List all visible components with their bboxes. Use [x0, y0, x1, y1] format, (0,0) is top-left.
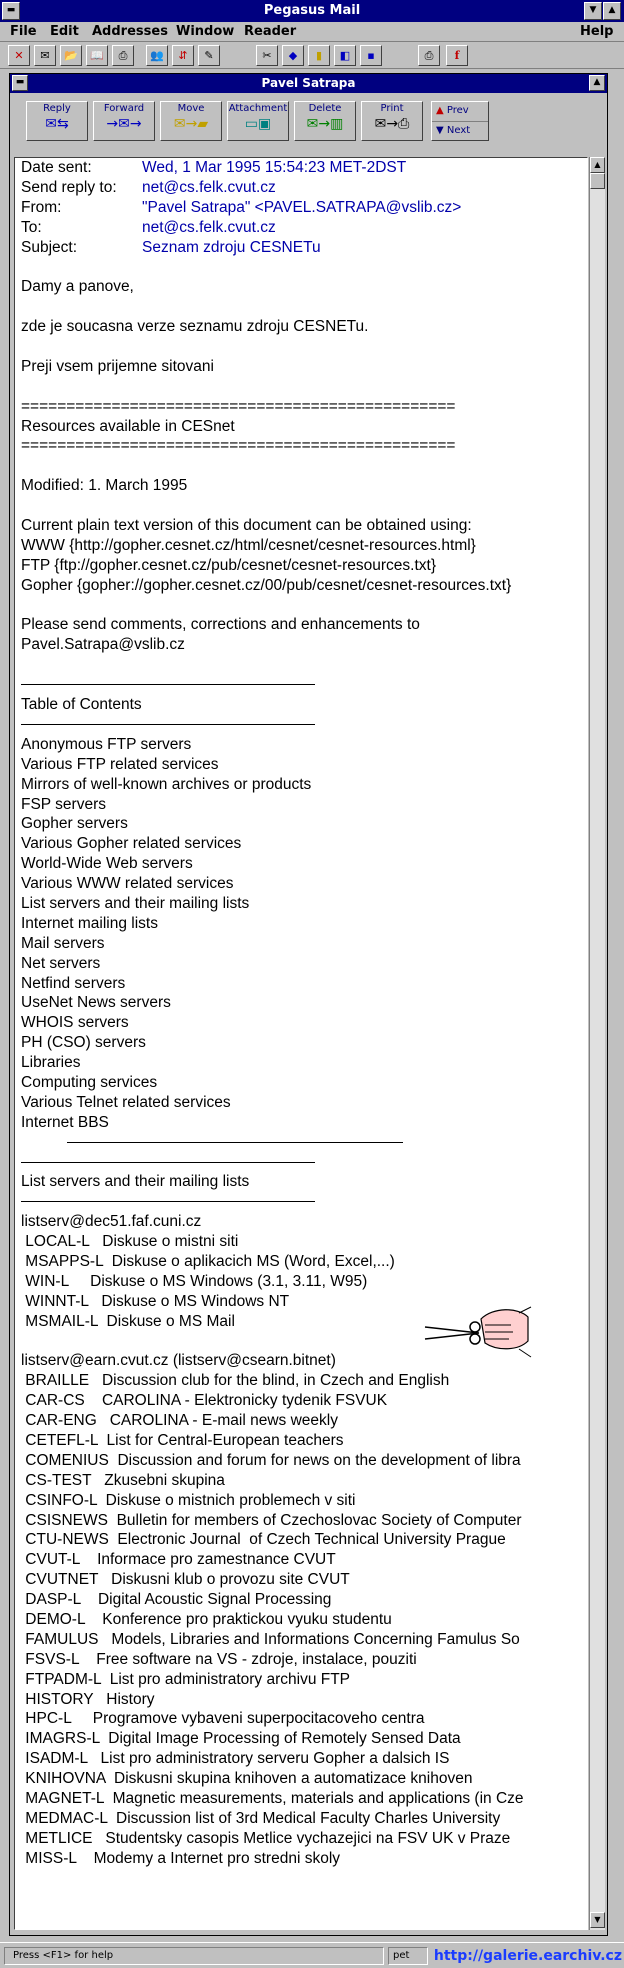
list-item: HISTORY History — [21, 1690, 155, 1708]
text-line — [21, 377, 588, 397]
list-item: CVUTNET Diskusni klub o provozu site CVUT — [21, 1571, 350, 1589]
minimize-button[interactable]: ▼ — [584, 2, 602, 20]
message-window-title-bar — [10, 74, 607, 93]
section-title: List servers and their mailing lists — [21, 1173, 250, 1191]
list-item: FAMULUS Models, Libraries and Informations Concerning Famulus So — [21, 1630, 520, 1648]
text-line: zde je soucasna verze seznamu zdroju CESNETu. — [21, 318, 369, 336]
list-item: FSVS-L Free software na VS - zdroje, instalace, pouziti — [21, 1650, 417, 1668]
text-line: Modified: 1. March 1995 — [21, 477, 188, 495]
message-window-title: Pavel Satrapa — [261, 76, 356, 90]
text-line — [21, 297, 588, 317]
down-arrow-icon: ▼ — [436, 125, 444, 136]
reply-label: Reply — [43, 103, 71, 114]
toolbar-print-icon[interactable]: ⎙ — [112, 45, 134, 66]
window-control-icon[interactable]: ▬ — [12, 75, 28, 91]
text-line: Gopher {gopher://gopher.cesnet.cz/00/pub/cesnet/cesnet-resources.txt} — [21, 576, 512, 594]
delete-label: Delete — [308, 103, 342, 114]
menu-addresses[interactable]: Addresses — [92, 24, 168, 39]
status-help-text: Press <F1> for help — [4, 1947, 384, 1965]
reply-icon: ✉⇆ — [45, 116, 69, 132]
attachment-button[interactable] — [227, 101, 289, 141]
list-item: IMAGRS-L Digital Image Processing of Remotely Sensed Data — [21, 1730, 461, 1748]
list-item: KNIHOVNA Diskusni skupina knihoven a automatizace knihoven — [21, 1770, 473, 1788]
up-arrow-icon: ▲ — [436, 105, 444, 116]
list-item: DASP-L Digital Acoustic Signal Processing — [21, 1591, 332, 1609]
status-user: pet — [388, 1947, 428, 1965]
header-row — [21, 198, 588, 218]
delete-icon: ✉→▥ — [306, 116, 344, 132]
toc-item: Internet mailing lists — [21, 914, 158, 932]
header-row — [21, 158, 588, 178]
text-line: ================================================ — [21, 437, 456, 455]
menu-window[interactable]: Window — [176, 24, 235, 39]
list-item: COMENIUS Discussion and forum for news on the development of libra — [21, 1451, 521, 1469]
toc-item: Computing services — [21, 1073, 158, 1091]
toc-item: Gopher servers — [21, 815, 128, 833]
delete-button[interactable] — [294, 101, 356, 141]
toc-item: Mirrors of well-known archives or products — [21, 775, 312, 793]
watermark: http://galerie.earchiv.cz — [433, 1948, 622, 1964]
header-value: net@cs.felk.cvut.cz — [142, 218, 276, 236]
message-body[interactable] — [14, 157, 588, 1930]
list-item: MISS-L Modemy a Internet pro stredni skoly — [21, 1849, 341, 1867]
attachment-icon: ▭▣ — [244, 116, 272, 132]
list-item: MAGNET-L Magnetic measurements, materials and applications (in Cze — [21, 1790, 524, 1808]
list-item: listserv@dec51.faf.cuni.cz — [21, 1213, 202, 1231]
forward-icon: →✉→ — [106, 116, 142, 132]
menu-reader[interactable]: Reader — [244, 24, 297, 39]
text-line — [21, 456, 588, 476]
header-key: From: — [21, 198, 62, 216]
text-line: FTP {ftp://gopher.cesnet.cz/pub/cesnet/cesnet-resources.txt} — [21, 556, 436, 574]
attachment-label: Attachment — [228, 103, 288, 114]
toolbar-save-as-icon[interactable]: ▪ — [360, 45, 382, 66]
toolbar-sort-icon[interactable]: ⇵ — [172, 45, 194, 66]
list-item: CTU-NEWS Electronic Journal of Czech Technical University Prague — [21, 1531, 506, 1549]
toc-title: Table of Contents — [21, 696, 142, 714]
toolbar-edit-icon[interactable]: ✎ — [198, 45, 220, 66]
list-item: CAR-ENG CAROLINA - E-mail news weekly — [21, 1412, 338, 1430]
list-item: BRAILLE Discussion club for the blind, in Czech and English — [21, 1372, 450, 1390]
message-window — [9, 73, 608, 1936]
forward-button[interactable] — [93, 101, 155, 141]
header-row — [21, 178, 588, 198]
toolbar-cut-icon[interactable]: ✂ — [256, 45, 278, 66]
toolbar-close-icon[interactable]: ✕ — [8, 45, 30, 66]
prev-next-buttons — [431, 101, 489, 141]
text-line: Please send comments, corrections and enhancements to — [21, 616, 420, 634]
list-item: MSMAIL-L Diskuse o MS Mail — [21, 1312, 235, 1330]
header-value: net@cs.felk.cvut.cz — [142, 178, 276, 196]
header-value: Seznam zdroju CESNETu — [142, 238, 321, 256]
text-line — [21, 257, 588, 277]
list-item: FTPADM-L List pro administratory archivu FTP — [21, 1670, 351, 1688]
toc-item: Various Telnet related services — [21, 1093, 231, 1111]
scissors-hand-icon — [423, 1305, 533, 1361]
text-line — [21, 337, 588, 357]
move-label: Move — [177, 103, 205, 114]
message-button-bar — [10, 93, 607, 153]
list-item: ISADM-L List pro administratory serveru Gopher a dalsich IS — [21, 1750, 450, 1768]
cut-here-rule — [67, 1133, 403, 1143]
header-row — [21, 218, 588, 238]
header-value: Wed, 1 Mar 1995 15:54:23 MET-2DST — [142, 159, 407, 176]
toc-item: Various Gopher related services — [21, 835, 242, 853]
list-item: HPC-L Programove vybaveni superpocitacoveho centra — [21, 1710, 425, 1728]
scroll-down-button[interactable]: ▼ — [590, 1912, 605, 1928]
section-rule-bottom — [21, 1192, 315, 1202]
toolbar-copy-icon[interactable]: ◆ — [282, 45, 304, 66]
text-line — [21, 596, 588, 616]
header-value: "Pavel Satrapa" <PAVEL.SATRAPA@vslib.cz> — [142, 198, 462, 216]
list-item: CSINFO-L Diskuse o mistnich problemech v siti — [21, 1491, 356, 1509]
text-line: Preji vsem prijemne sitovani — [21, 357, 214, 375]
app-control-menu-icon[interactable]: ▬ — [2, 2, 20, 20]
text-line — [21, 655, 588, 675]
text-line: Damy a panove, — [21, 278, 134, 296]
vertical-scrollbar[interactable] — [589, 157, 605, 1930]
toolbar-new-message-icon[interactable]: ✉ — [34, 45, 56, 66]
toc-item: World-Wide Web servers — [21, 855, 193, 873]
toc-item: Internet BBS — [21, 1113, 109, 1131]
toc-rule-top — [21, 675, 315, 685]
section-rule-top — [21, 1153, 315, 1163]
toc-item: Mail servers — [21, 934, 105, 952]
header-key: To: — [21, 218, 42, 236]
menu-edit[interactable]: Edit — [50, 24, 79, 39]
toolbar-users-icon[interactable]: 👥 — [146, 45, 168, 66]
text-line: ================================================ — [21, 397, 456, 415]
header-key: Date sent: — [21, 159, 92, 176]
toc-item: Net servers — [21, 954, 101, 972]
toc-item: List servers and their mailing lists — [21, 894, 250, 912]
toolbar-open-folder-icon[interactable]: 📂 — [60, 45, 82, 66]
toc-item: Libraries — [21, 1054, 81, 1072]
scroll-up-button[interactable]: ▲ — [590, 157, 605, 173]
list-item: METLICE Studentsky casopis Metlice vychazejici na FSV UK v Praze — [21, 1829, 511, 1847]
text-line: Pavel.Satrapa@vslib.cz — [21, 636, 185, 654]
main-toolbar — [0, 43, 624, 69]
list-item: listserv@earn.cvut.cz (listserv@csearn.bitnet) — [21, 1352, 336, 1370]
next-button[interactable] — [432, 121, 488, 140]
next-label: Next — [446, 125, 471, 136]
window-maximize-button[interactable]: ▲ — [589, 75, 605, 91]
toc-item: Various FTP related services — [21, 755, 219, 773]
app-title-bar — [0, 0, 624, 22]
list-item: CAR-CS CAROLINA - Elektronicky tydenik FSVUK — [21, 1392, 388, 1410]
text-line: Current plain text version of this document can be obtained using: — [21, 517, 472, 535]
toc-rule-bottom — [21, 715, 315, 725]
move-button[interactable] — [160, 101, 222, 141]
text-line — [21, 496, 588, 516]
list-item: LOCAL-L Diskuse o mistni siti — [21, 1233, 239, 1251]
list-item: CSISNEWS Bulletin for members of Czechoslovac Society of Computer — [21, 1511, 522, 1529]
list-item: WIN-L Diskuse o MS Windows (3.1, 3.11, W95) — [21, 1272, 368, 1290]
list-item: CETEFL-L List for Central-European teachers — [21, 1432, 344, 1449]
print-button[interactable] — [361, 101, 423, 141]
toolbar-addressbook-icon[interactable]: 📖 — [86, 45, 108, 66]
text-line: Resources available in CESnet — [21, 417, 235, 435]
reply-button[interactable] — [26, 101, 88, 141]
toc-item: UseNet News servers — [21, 994, 171, 1012]
list-item: MSAPPS-L Diskuse o aplikacich MS (Word, Excel,...) — [21, 1252, 395, 1270]
header-key: Send reply to: — [21, 178, 117, 196]
toc-item: Various WWW related services — [21, 875, 234, 893]
toc-item: WHOIS servers — [21, 1014, 129, 1032]
maximize-button[interactable]: ▲ — [603, 2, 621, 20]
toolbar-printer-icon[interactable]: ⎙ — [418, 45, 440, 66]
text-line: WWW {http://gopher.cesnet.cz/html/cesnet/cesnet-resources.html} — [21, 536, 476, 554]
toolbar-paste-icon[interactable]: ▮ — [308, 45, 330, 66]
list-item: CVUT-L Informace pro zamestnance CVUT — [21, 1551, 336, 1569]
prev-button[interactable] — [432, 102, 488, 121]
list-item: MEDMAC-L Discussion list of 3rd Medical Faculty Charles University — [21, 1809, 501, 1827]
menu-help[interactable]: Help — [580, 24, 614, 39]
header-key: Subject: — [21, 238, 78, 256]
header-row — [21, 238, 588, 258]
toc-item: Netfind servers — [21, 974, 126, 992]
menu-file[interactable]: File — [10, 24, 37, 39]
toc-item: Anonymous FTP servers — [21, 735, 192, 753]
move-icon: ✉→▰ — [173, 116, 209, 132]
message-text — [21, 158, 588, 1869]
list-item: WINNT-L Diskuse o MS Windows NT — [21, 1292, 290, 1310]
forward-label: Forward — [103, 103, 145, 114]
toc-item: PH (CSO) servers — [21, 1034, 146, 1052]
print-label: Print — [380, 103, 404, 114]
list-item: CS-TEST Zkusebni skupina — [21, 1471, 225, 1489]
app-title: Pegasus Mail — [263, 3, 361, 18]
prev-label: Prev — [446, 105, 469, 116]
scroll-thumb[interactable] — [590, 173, 605, 189]
toolbar-save-icon[interactable]: ◧ — [334, 45, 356, 66]
menu-bar — [0, 22, 624, 42]
toc-item: FSP servers — [21, 795, 106, 813]
list-item: DEMO-L Konference pro praktickou vyuku studentu — [21, 1611, 392, 1629]
print-icon: ✉→⎙ — [374, 116, 410, 132]
toolbar-font-icon[interactable]: f — [446, 45, 468, 66]
